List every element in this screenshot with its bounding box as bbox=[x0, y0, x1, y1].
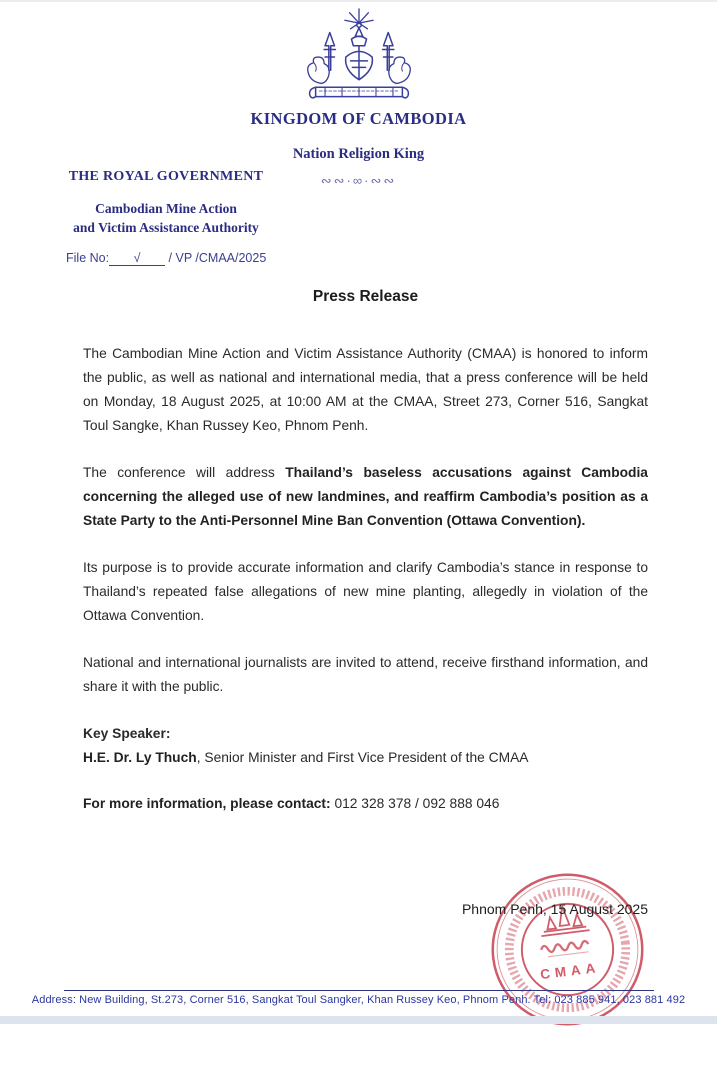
speaker-name: H.E. Dr. Ly Thuch bbox=[83, 750, 197, 765]
letter-footer bbox=[0, 990, 717, 1006]
cmaa-official-stamp bbox=[476, 858, 660, 1042]
contact-label: For more information, please contact: bbox=[83, 796, 331, 811]
key-speaker-line bbox=[83, 746, 648, 770]
signature-area bbox=[83, 839, 648, 1089]
org-name-line2: and Victim Assistance Authority bbox=[73, 220, 259, 235]
royal-government-line: THE ROYAL GOVERNMENT bbox=[68, 169, 264, 184]
paragraph-announcement: The Cambodian Mine Action and Victim Assistance Authority (CMAA) is honored to inform the public, as well as national and international media, that a press conference will be held on Monday, 18 August 2025, at 10:00 AM at the CMAA, Street 273, Corner 516, Sangkat Toul Sangke, Khan Russey Keo, Phnom Penh. bbox=[83, 346, 648, 433]
letterhead-left-block bbox=[38, 169, 294, 266]
kingdom-title: KINGDOM OF CAMBODIA bbox=[250, 109, 467, 128]
paragraph-purpose: Its purpose is to provide accurate information and clarify Cambodia’s stance in response to Thailand’s repeated false allegations of new mine planting, allegedly in violation of the Ottawa Convention. bbox=[83, 560, 648, 623]
paragraph-invitation: National and international journalists are invited to attend, receive firsthand information, and share it with the public. bbox=[83, 655, 648, 694]
contact-line bbox=[83, 792, 648, 816]
file-no-suffix: / VP /CMAA/2025 bbox=[165, 251, 267, 265]
key-speaker-label: Key Speaker: bbox=[83, 726, 171, 741]
khmer-ornament-divider: ∾∾·∞·∾∾ bbox=[320, 173, 397, 188]
document-title: Press Release bbox=[312, 288, 419, 305]
contact-numbers: 012 328 378 / 092 888 046 bbox=[330, 796, 500, 811]
stamp-cmaa-label: CMAA bbox=[539, 959, 601, 983]
paragraph-conference-topic bbox=[83, 461, 648, 533]
footer-address: Address: New Building, St.273, Corner 516, Sangkat Toul Sangker, Khan Russey Keo, Phnom Penh. Tel: 023 885 941, 023 881 492 bbox=[31, 994, 686, 1006]
file-number-line bbox=[38, 251, 294, 266]
p2-bold-text: Thailand’s baseless accusations against Cambodia concerning the alleged use of new landmines, and reaffirm Cambodia’s position as a State Party to the Anti-Personnel Mine Ban Convention (Ottawa Convention). bbox=[83, 465, 648, 528]
stamp-khmer-script bbox=[541, 941, 589, 954]
dateline: Phnom Penh, 15 August 2025 bbox=[461, 901, 648, 917]
document-body bbox=[83, 288, 648, 1089]
royal-arms-of-cambodia-icon bbox=[293, 8, 425, 108]
org-name-line1: Cambodian Mine Action bbox=[95, 201, 237, 216]
national-motto: Nation Religion King bbox=[292, 146, 425, 162]
page-top-edge bbox=[0, 0, 717, 2]
key-speaker-block bbox=[83, 722, 648, 770]
p2-regular-text: The conference will address bbox=[83, 465, 286, 480]
speaker-role: , Senior Minister and First Vice President of the CMAA bbox=[196, 750, 529, 765]
footer-divider bbox=[64, 990, 654, 991]
file-no-checkmark: √ bbox=[109, 252, 165, 266]
page-bottom-edge bbox=[0, 1016, 717, 1024]
file-no-label: File No: bbox=[66, 251, 110, 265]
